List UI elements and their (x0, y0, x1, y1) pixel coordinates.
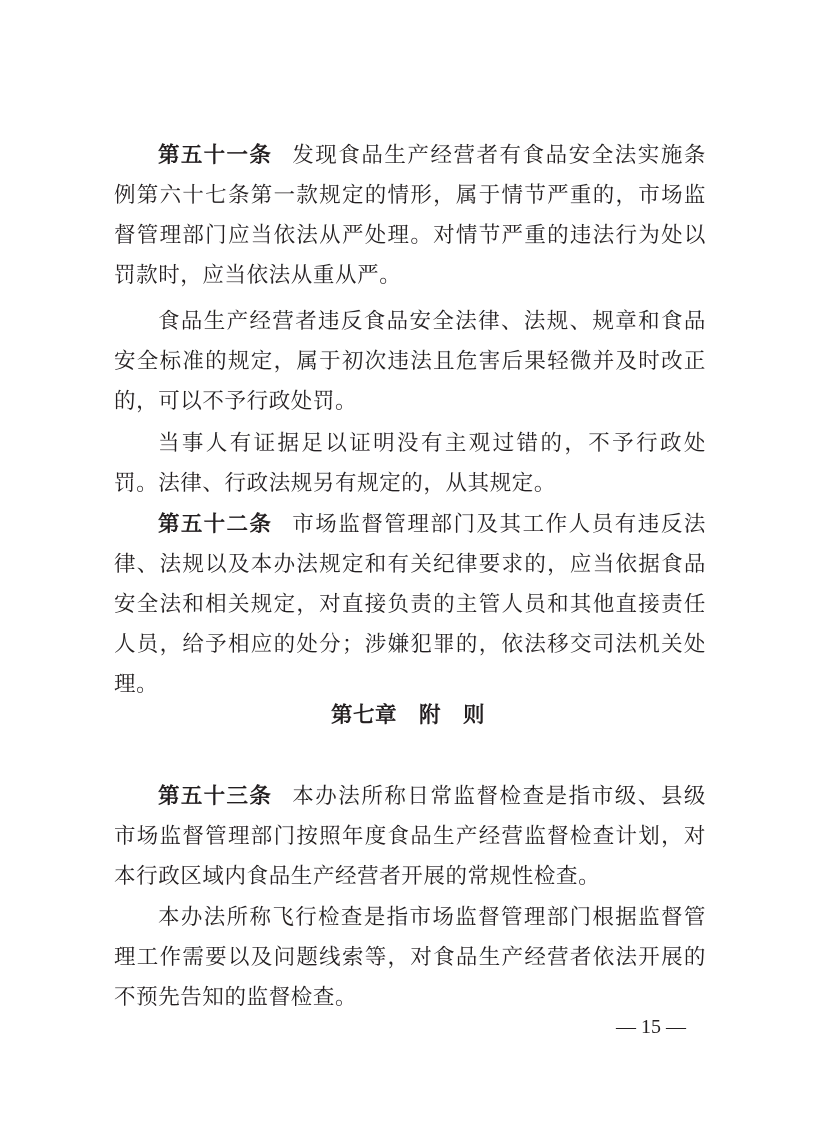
article-51-paragraph-2: 食品生产经营者违反食品安全法律、法规、规章和食品安全标准的规定，属于初次违法且危害后果轻微并及时改正的，可以不予行政处罚。 (114, 309, 706, 414)
chapter-title: 附 则 (419, 703, 486, 728)
chapter-heading (0, 700, 816, 732)
article-52-text: 市场监督管理部门及其工作人员有违反法律、法规以及本办法规定和有关纪律要求的，应当依据食品安全法和相关规定，对直接负责的主管人员和其他直接责任人员，给予相应的处分；涉嫌犯罪的，依法移交司法机关处理。 (114, 512, 706, 697)
article-51-number: 第五十一条 (158, 143, 273, 168)
article-53-text: 本办法所称日常监督检查是指市级、县级市场监督管理部门按照年度食品生产经营监督检查计划，对本行政区域内食品生产经营者开展的常规性检查。 (114, 784, 706, 889)
article-51-paragraph-1 (114, 136, 706, 296)
article-53-paragraph-2: 本办法所称飞行检查是指市场监督管理部门根据监督管理工作需要以及问题线索等，对食品生产经营者依法开展的不预先告知的监督检查。 (114, 905, 706, 1010)
article-51-text: 发现食品生产经营者有食品安全法实施条例第六十七条第一款规定的情形，属于情节严重的，市场监督管理部门应当依法从严处理。对情节严重的违法行为处以罚款时，应当依法从重从严。 (114, 143, 706, 288)
article-52-paragraph (114, 505, 706, 705)
article-52-number: 第五十二条 (158, 512, 273, 537)
article-51-paragraph-3: 当事人有证据足以证明没有主观过错的，不予行政处罚。法律、行政法规另有规定的，从其规定。 (114, 431, 706, 496)
page-number: — 15 — (616, 1016, 686, 1038)
article-53-number: 第五十三条 (158, 784, 273, 809)
article-53-paragraph-1 (114, 777, 706, 897)
chapter-number: 第七章 (330, 703, 397, 728)
